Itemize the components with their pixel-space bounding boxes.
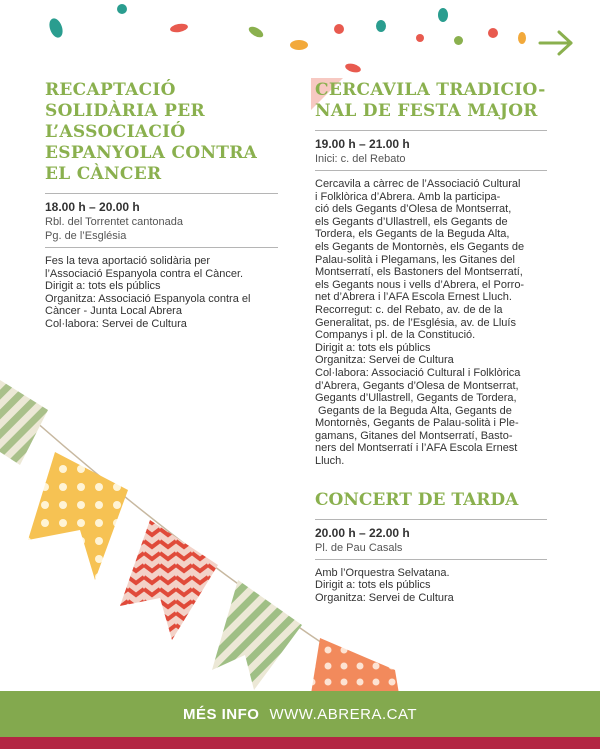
- description-line: Gegants de la Beguda Alta, Gegants de: [315, 404, 512, 417]
- confetti-dot: [376, 20, 386, 32]
- event-time: 19.00 h – 21.00 h: [315, 137, 410, 151]
- description-line: Amb l’Orquestra Selvatana.: [315, 566, 450, 579]
- description-line: Recorregut: c. del Rebato, av. de de la: [315, 303, 503, 316]
- confetti-dot: [47, 17, 65, 40]
- title-line: CERCAVILA TRADICIO-: [315, 80, 546, 100]
- description-line: d’Abrera, Gegants d’Olesa de Montserrat,: [315, 379, 519, 392]
- description-line: Tordera, els Gegants de la Beguda Alta,: [315, 228, 510, 241]
- description-line: els Gegants d’Ullastrell, els Gegants de: [315, 215, 508, 228]
- place-line: Pg. de l’Església: [45, 230, 127, 242]
- description-line: els Gegants de Montornès, els Gegants de: [315, 240, 525, 253]
- bunting-flag: [28, 452, 128, 580]
- event-title: [45, 80, 278, 185]
- event-title: [315, 80, 547, 122]
- description-line: Càncer - Junta Local Abrera: [45, 305, 182, 318]
- description-line: Col·labora: Associació Cultural i Folklòrica: [315, 366, 521, 379]
- description-line: Dirigit a: tots els públics: [45, 280, 161, 293]
- confetti-dot: [518, 32, 526, 44]
- event-fundraiser: [45, 80, 278, 331]
- divider: [315, 170, 547, 171]
- confetti-dot: [488, 28, 498, 38]
- title-line: L’ASSOCIACIÓ: [45, 122, 186, 142]
- title-line: EL CÀNCER: [45, 164, 162, 184]
- confetti-dot: [438, 8, 448, 22]
- description-line: Organitza: Servei de Cultura: [315, 354, 454, 367]
- event-description: [45, 255, 278, 331]
- bunting-flag: [212, 580, 302, 690]
- confetti-dot: [416, 34, 424, 42]
- title-line: SOLIDÀRIA PER: [45, 101, 205, 121]
- description-line: Montserratí, els Bastoners del Montserratí,: [315, 266, 523, 279]
- description-line: Dirigit a: tots els públics: [315, 341, 431, 354]
- title-line: NAL DE FESTA MAJOR: [315, 101, 538, 121]
- place-line: Inici: c. del Rebato: [315, 153, 406, 165]
- website-link[interactable]: WWW.ABRERA.CAT: [269, 705, 418, 723]
- description-line: Organitza: Associació Espanyola contra el: [45, 292, 251, 305]
- bunting-decoration: [0, 370, 420, 700]
- description-line: Companys i pl. de la Constitució.: [315, 329, 476, 342]
- place-line: Pl. de Pau Casals: [315, 541, 403, 554]
- footer-bar: [0, 691, 600, 737]
- confetti-dot: [290, 40, 308, 50]
- footer-band: [0, 737, 600, 749]
- confetti-dot: [169, 22, 188, 33]
- footer-label: MÉS INFO: [182, 705, 260, 723]
- confetti-dot: [247, 25, 265, 40]
- description-line: gamans, Gitanes del Montserratí, Basto-: [315, 429, 513, 442]
- confetti-dot: [334, 24, 344, 34]
- description-line: Lluch.: [315, 455, 345, 468]
- description-line: i Folklòrica d’Abrera. Amb la participa-: [315, 190, 501, 203]
- description-line: l’Associació Espanyola contra el Càncer.: [45, 267, 244, 280]
- confetti-dot: [117, 4, 127, 14]
- bunting-flag: [0, 380, 48, 465]
- description-line: Dirigit a: tots els públics: [315, 579, 431, 592]
- description-line: Palau-solità i Plegamans, les Gitanes del: [315, 253, 515, 266]
- description-line: net d’Abrera i l’AFA Escola Ernest Lluch.: [315, 291, 512, 304]
- description-line: ció dels Gegants d’Olesa de Montserrat,: [315, 203, 512, 216]
- description-line: Fes la teva aportació solidària per: [45, 255, 211, 267]
- divider: [45, 247, 278, 248]
- description-line: Organitza: Servei de Cultura: [315, 591, 454, 604]
- title-line: ESPANYOLA CONTRA: [45, 143, 258, 163]
- event-place: [315, 152, 547, 166]
- description-line: Generalitat, ps. de l’Església, av. de Lluís: [315, 316, 516, 329]
- description-line: els Gegants nous i vells d’Abrera, el Porro-: [315, 278, 525, 291]
- event-place: [45, 215, 278, 243]
- arrow-right-icon[interactable]: [538, 30, 574, 56]
- title-line: RECAPTACIÓ: [45, 80, 176, 100]
- description-line: Col·labora: Servei de Cultura: [45, 317, 187, 330]
- event-time: 20.00 h – 22.00 h: [315, 525, 410, 540]
- confetti-dot: [454, 36, 463, 45]
- place-line: Rbl. del Torrentet cantonada: [45, 216, 183, 228]
- description-line: ners del Montserratí i l’AFA Escola Ernest: [315, 442, 518, 455]
- title-line: CONCERT DE TARDA: [315, 489, 519, 510]
- description-line: Montornès, Gegants de Palau-solità i Ple-: [315, 417, 519, 430]
- event-time: 18.00 h – 20.00 h: [45, 200, 140, 214]
- bunting-flag: [120, 520, 218, 640]
- description-line: Cercavila a càrrec de l’Associació Cultural: [315, 178, 521, 190]
- divider: [315, 130, 547, 131]
- confetti-dot: [344, 62, 362, 74]
- description-line: Gegants d’Ullastrell, Gegants de Tordera,: [315, 392, 517, 405]
- divider: [45, 193, 278, 194]
